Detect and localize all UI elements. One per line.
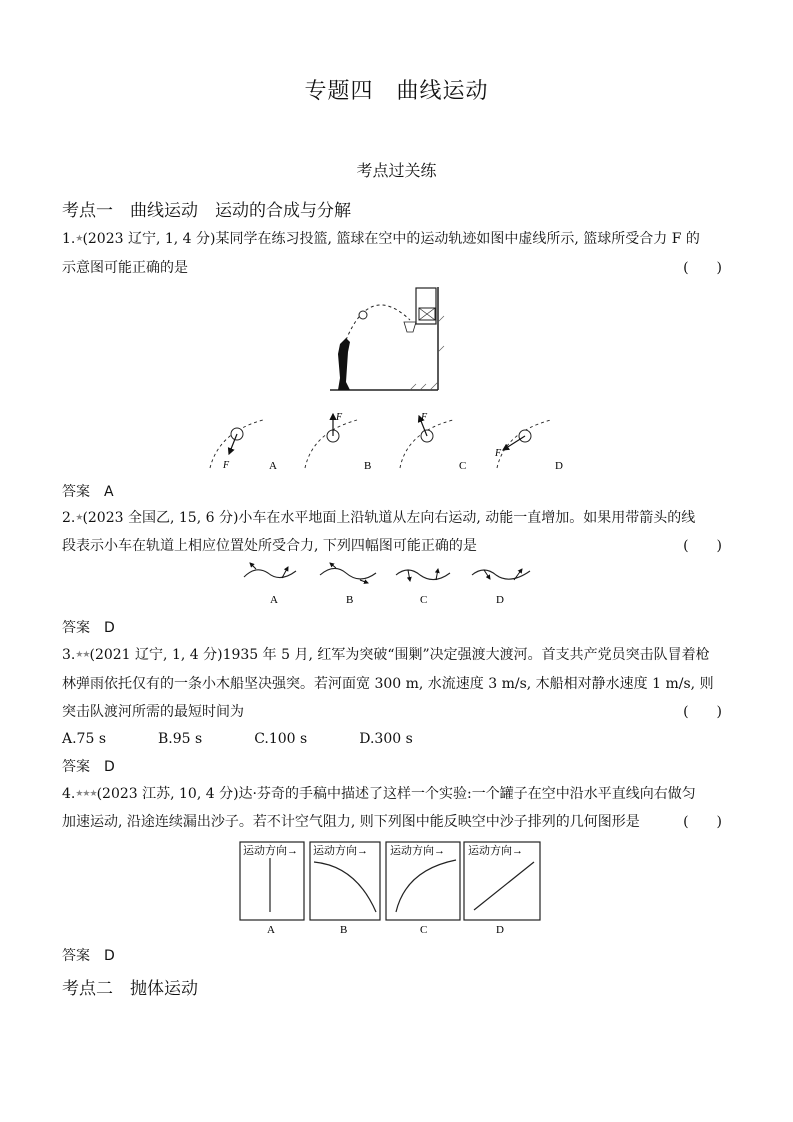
answer-paren: ( ) — [683, 260, 722, 276]
section-heading-1: 考点一 曲线运动 运动的合成与分解 — [62, 201, 351, 221]
answer-label: 答案 — [62, 759, 90, 775]
option-d-label: D — [555, 460, 563, 472]
question-3-line-1 — [62, 645, 722, 665]
answer-label: 答案 — [62, 620, 90, 636]
choice-c: C.100 s — [254, 731, 308, 747]
box-c-label: 运动方向→ — [390, 845, 445, 857]
question-3-text-2: 林弹雨依托仅有的一条小木船坚决强突。若河面宽 300 m, 水流速度 3 m/s, 木船相对静水速度 1 m/s, 则 — [62, 676, 714, 692]
section-heading-2: 考点二 抛体运动 — [62, 979, 198, 999]
answer-value: D — [104, 948, 115, 964]
page-title: 专题四 曲线运动 — [304, 79, 489, 104]
question-3-number: 3. — [62, 647, 76, 663]
question-4-text-2: 加速运动, 沿途连续漏出沙子。若不计空气阻力, 则下列图中能反映空中沙子排列的几何图形是 — [62, 814, 640, 830]
choice-b: B.95 s — [158, 731, 203, 747]
answer-4 — [62, 945, 115, 965]
difficulty-stars: ★★★ — [75, 789, 97, 799]
box-b-label: 运动方向→ — [313, 845, 368, 857]
option-c-label: C — [459, 460, 467, 472]
answer-3 — [62, 756, 115, 776]
box-a-label: 运动方向→ — [243, 845, 298, 857]
option-a-label: A — [267, 924, 275, 936]
question-3-text-3: 突击队渡河所需的最短时间为 — [62, 704, 244, 720]
question-4-text-1: (2023 江苏, 10, 4 分)达·芬奇的手稿中描述了这样一个实验:一个罐子在空中沿水平直线向右做匀 — [96, 786, 696, 802]
question-4-number: 4. — [62, 786, 76, 802]
box-d-label: 运动方向→ — [468, 845, 523, 857]
choice-d: D.300 s — [359, 731, 413, 747]
question-2-line-2 — [62, 536, 722, 556]
question-1-line-2 — [62, 258, 722, 278]
choice-a: A.75 s — [62, 731, 107, 747]
question-4-line-2 — [62, 812, 722, 832]
question-1-text-2: 示意图可能正确的是 — [62, 260, 188, 276]
question-1-text-1: (2023 辽宁, 1, 4 分)某同学在练习投篮, 篮球在空中的运动轨迹如图中虚线所示, 篮球所受合力 F 的 — [82, 231, 700, 247]
option-a-label: A — [269, 460, 277, 472]
basketball-court-figure — [320, 282, 450, 400]
force-label-b: F — [336, 412, 343, 423]
answer-value: D — [104, 620, 115, 636]
option-c-label: C — [420, 924, 428, 936]
question-1-line-1 — [62, 229, 722, 249]
answer-1 — [62, 481, 114, 501]
option-d-label: D — [496, 924, 504, 936]
answer-paren: ( ) — [683, 538, 722, 554]
answer-value: A — [104, 484, 114, 500]
force-label-a: F — [223, 460, 230, 471]
answer-label: 答案 — [62, 484, 90, 500]
question-2-text-2: 段表示小车在轨道上相应位置处所受合力, 下列四幅图可能正确的是 — [62, 538, 477, 554]
question-3-choices — [62, 731, 465, 747]
force-label-c: F — [421, 412, 428, 423]
page-subtitle: 考点过关练 — [356, 161, 437, 180]
option-b-label: B — [340, 924, 348, 936]
question-3-text-1: (2021 辽宁, 1, 4 分)1935 年 5 月, 红军为突破“围剿”决定强渡大渡河。首支共产党员突击队冒着枪 — [89, 647, 710, 663]
force-options-figure — [205, 412, 575, 472]
question-1-number: 1. — [62, 231, 76, 247]
difficulty-stars: ★ — [75, 513, 83, 523]
answer-label: 答案 — [62, 948, 90, 964]
force-label-d: F — [495, 448, 502, 459]
option-b-label: B — [346, 594, 354, 606]
option-b-label: B — [364, 460, 372, 472]
answer-value: D — [104, 759, 115, 775]
question-2-line-1 — [62, 508, 722, 528]
question-2-number: 2. — [62, 510, 76, 526]
question-3-line-2 — [62, 674, 722, 694]
question-2-text-1: (2023 全国乙, 15, 6 分)小车在水平地面上沿轨道从左向右运动, 动能一直增加。如果用带箭头的线 — [82, 510, 696, 526]
difficulty-stars: ★★ — [75, 650, 90, 660]
answer-2 — [62, 617, 115, 637]
sand-pattern-figure — [238, 840, 544, 936]
option-c-label: C — [420, 594, 428, 606]
difficulty-stars: ★ — [75, 234, 83, 244]
track-options-figure — [238, 561, 538, 609]
answer-paren: ( ) — [683, 704, 722, 720]
option-d-label: D — [496, 594, 504, 606]
option-a-label: A — [270, 594, 278, 606]
question-4-line-1 — [62, 784, 722, 804]
answer-paren: ( ) — [683, 814, 722, 830]
question-3-line-3 — [62, 702, 722, 722]
